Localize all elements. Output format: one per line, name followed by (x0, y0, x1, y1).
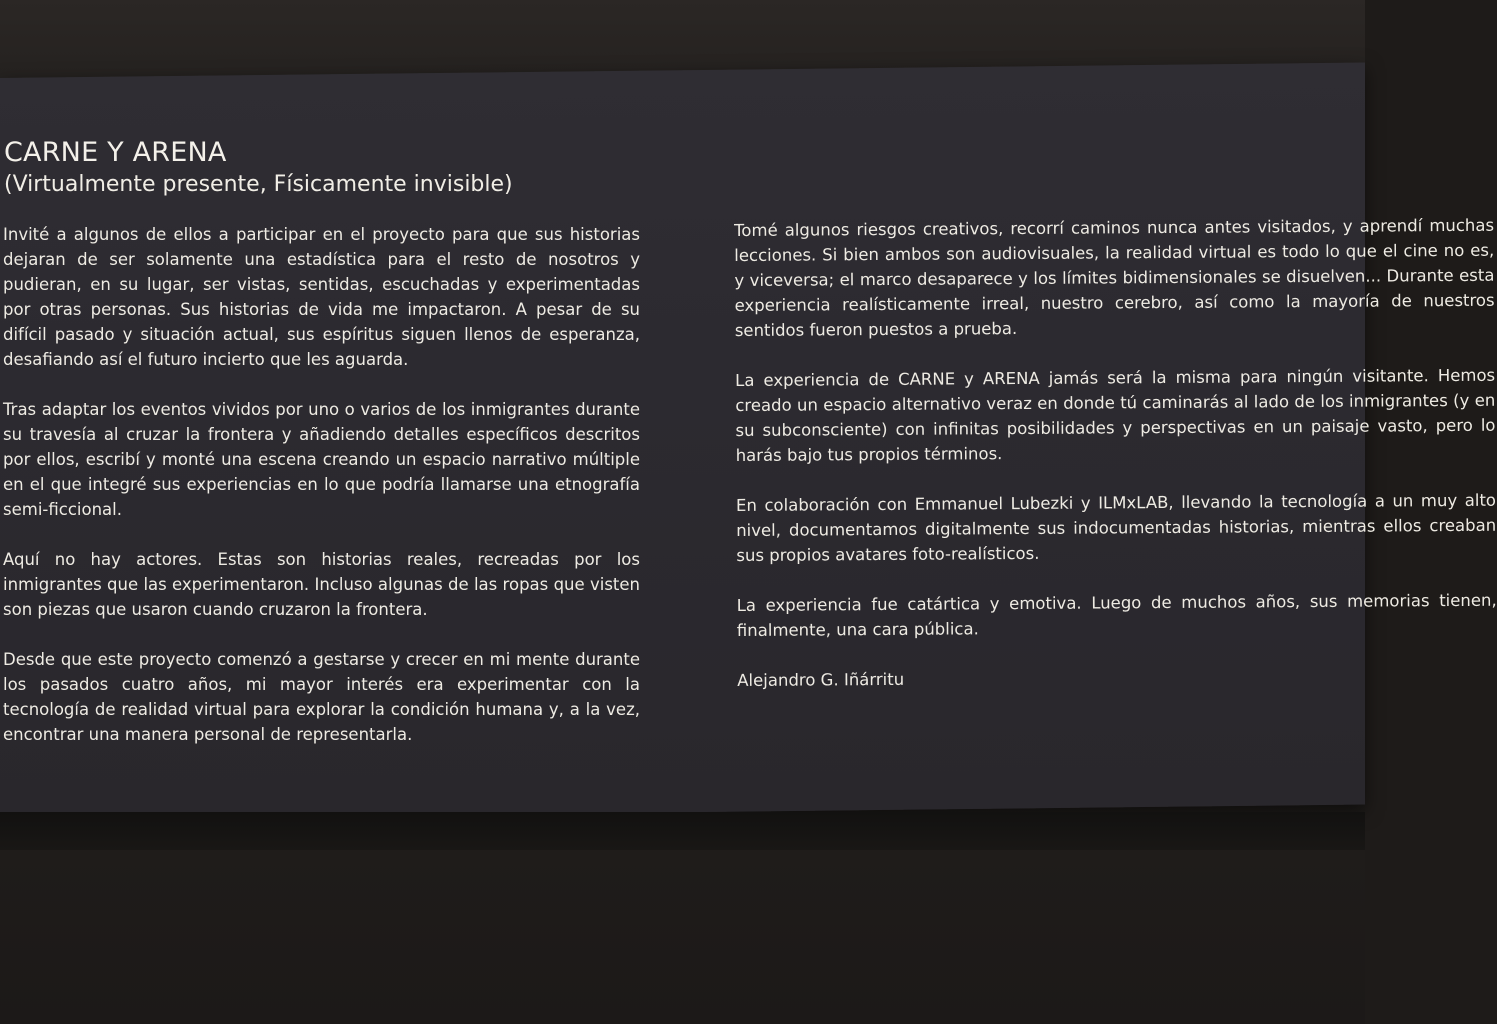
paragraph: Invité a algunos de ellos a participar en el proyecto para que sus historias dejaran de ser solamente una estadística para el resto de nosotros y pudieran, en su lugar, ser vistas, sentidas, escuchadas y experimentadas por otras personas. Sus historias de vida me impactaron. A pesar de su difícil pasado y situación actual, sus espíritus siguen llenos de esperanza, desafiando así el futuro incierto que les aguarda. (3, 225, 640, 369)
paragraph: Aquí no hay actores. Estas son historias reales, recreadas por los inmigrantes que las experimentaron. Incluso algunas de las ropas que visten son piezas que usaron cuando cruzaron la frontera. (3, 550, 640, 619)
author-signature: Alejandro G. Iñárritu (737, 669, 905, 690)
paragraph: Tomé algunos riesgos creativos, recorrí caminos nunca antes visitados, y aprendí muchas lecciones. Si bien ambos son audiovisuales, la realidad virtual es todo lo que el cine no es, y viceversa; el marco desaparece y los límites bidimensionales se disuelven... Durante esta experiencia realísticamente irreal, nuestro cerebro, así como la mayoría de nuestros sentidos fueron puestos a prueba. (734, 215, 1495, 340)
left-text-column (0, 222, 640, 772)
paragraph: Desde que este proyecto comenzó a gestarse y crecer en mi mente durante los pasados cuatro años, mi mayor interés era experimentar con la tecnología de realidad virtual para explorar la condición humana y, a la vez, encontrar una manera personal de representarla. (3, 650, 640, 744)
paragraph: Tras adaptar los eventos vividos por uno o varios de los inmigrantes durante su travesía al cruzar la frontera y añadiendo detalles específicos descritos por ellos, escribí y monté una escena creando un espacio narrativo múltiple en el que integré sus experiencias en lo que podría llamarse una etnografía semi-ficcional. (3, 400, 640, 519)
paragraph: En colaboración con Emmanuel Lubezki y ILMxLAB, llevando la tecnología a un muy alto nivel, documentamos digitalmente sus indocumentadas historias, mientras ellos creaban sus propios avatares foto-realísticos. (735, 490, 1497, 565)
paragraph: La experiencia de CARNE y ARENA jamás será la misma para ningún visitante. Hemos creado un espacio alternativo veraz en donde tú caminarás al lado de los inmigrantes (y en su subconsciente) con infinitas posibilidades y perspectivas en un paisaje vasto, pero lo harás bajo tus propios términos. (735, 365, 1496, 465)
right-text-column (734, 213, 1497, 718)
placard-title: CARNE Y ARENA (4, 137, 227, 168)
placard-subtitle: (Virtualmente presente, Físicamente invisible) (4, 172, 513, 197)
paragraph: La experiencia fue catártica y emotiva. Luego de muchos años, sus memorias tienen, finalmente, una cara pública. (736, 590, 1497, 640)
